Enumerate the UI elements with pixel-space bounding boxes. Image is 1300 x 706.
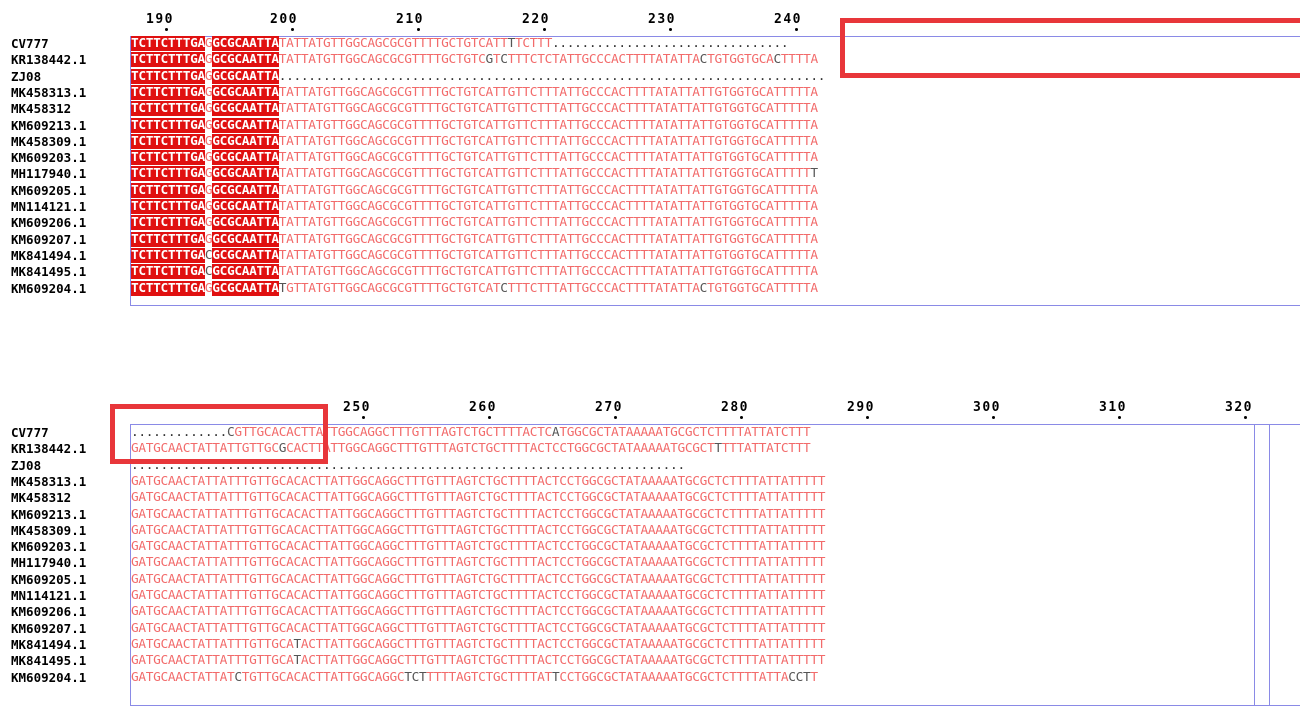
residue-run: GCGCAATTA	[212, 199, 279, 214]
sequence-name: ZJ08	[11, 68, 42, 84]
sequence-row	[0, 265, 1300, 279]
sequence-name: KM609213.1	[11, 117, 87, 133]
ruler-dot	[362, 416, 365, 419]
residue-run: TTTATTATCTTT	[721, 441, 811, 457]
sequence-name: MK458309.1	[11, 133, 87, 149]
residue-run: G	[204, 84, 213, 100]
residue-run: GCGCAATTA	[212, 182, 279, 198]
residue-run: TATTATGTTGGCAGCGCGTTTTGCTGTCATTGTTCTTTATTGCCCACTTTTATATTATTGTGGTGCATTTTTA	[278, 199, 818, 214]
ruler-dot	[740, 416, 743, 419]
residue-run: TATTATGTTGGCAGCGCGTTTTGCTGTCATTGTTCTTTATTGCCCACTTTTATATTATTGTGGTGCATTTTTA	[278, 101, 818, 117]
sequence-row	[0, 200, 1300, 214]
sequence-row	[0, 151, 1300, 165]
sequence-name: MK841494.1	[11, 636, 87, 652]
residue-run: GATGCAACTATTATTTGTTGCACACTTATTGGCAGGCTTTGTTTAGTCTGCTTTTACTCCTGGCGCTATAAAAATGCGCTCTTTTATTATTTTT	[131, 620, 826, 636]
residue-run: .............	[131, 425, 227, 440]
residue-run: TATTATGTTGGCAGCGCGTTTTGCTGTCATTGTTCTTTATTGCCCACTTTTATATTATTGTGGTGCATTTTTA	[278, 182, 818, 198]
residue-run: GATGCAACTATTATTTGTTGCA	[131, 636, 294, 652]
residue-run: T	[492, 52, 501, 68]
sequence-name: CV777	[11, 425, 49, 440]
sequence-residues	[131, 70, 825, 84]
residue-run: TGGCGCTATAAAAATGCGCTCTTTTATTAT	[559, 425, 781, 440]
residue-run: C	[773, 52, 781, 68]
sequence-residues	[131, 540, 825, 554]
sequence-row	[0, 589, 1300, 603]
sequence-residues	[131, 524, 825, 538]
residue-run: GCGCAATTA	[212, 101, 279, 117]
sequence-row	[0, 573, 1300, 587]
ruler-dot	[992, 416, 995, 419]
residue-run: TATTATGTTGGCAGCGCGTTTTGCTGTCATTGTTCTTTATTGCCCACTTTTATATTATTGTGGTGCATTTTTA	[278, 215, 818, 231]
residue-run: G	[204, 117, 213, 133]
residue-run: TTTCTC	[507, 52, 552, 68]
residue-run: GCGCAATTA	[212, 280, 279, 296]
sequence-residues	[131, 475, 825, 489]
sequence-name: KM609205.1	[11, 182, 87, 198]
sequence-residues	[131, 86, 818, 100]
sequence-name: MK841495.1	[11, 264, 87, 280]
sequence-row	[0, 605, 1300, 619]
residue-run: GATGCAACTATTATTTGTTGCACACTTATTGGCAGGCTTTGTTTAGTCTGCTTTTACTCCTGGCGCTATAAAAATGCGCTCTTTTATTATTTTT	[131, 604, 826, 620]
residue-run: T	[293, 636, 301, 652]
sequence-name: MK458309.1	[11, 522, 87, 538]
residue-run: GTTGCACACTTATTGGCAGGCTTTGTTTAGTCTGCTTTTACTC	[234, 425, 552, 440]
sequence-residues	[131, 556, 825, 570]
residue-run: TCTTCTTTGA	[131, 101, 205, 117]
residue-run: G	[204, 101, 213, 117]
ruler-dot	[669, 28, 672, 31]
ruler-tick: 240	[774, 12, 802, 27]
sequence-row	[0, 622, 1300, 636]
ruler-tick: 260	[469, 400, 497, 415]
sequence-row	[0, 282, 1300, 296]
residue-run: TATTATGTTGGCAGCGCGTTTTGCTGTCATT	[278, 36, 508, 51]
sequence-name: MN114121.1	[11, 588, 87, 603]
ruler-dot	[795, 28, 798, 31]
residue-run: ACTTATTGGCAGGCTTTGTTTAGTCTGCTTTTACTCCTGGCGCTATAAAAATGCGCTCTTTTATTATTTTT	[300, 653, 826, 669]
ruler-dot	[866, 416, 869, 419]
residue-run: TTTTA	[780, 52, 818, 68]
residue-run: G	[204, 68, 213, 84]
residue-run: GATGCAACTATTATTTGTTGCACACTTATTGGCAGGCTTTGTTTAGTCTGCTTTTACTCCTGGCGCTATAAAAATGCGCTCTTTTATTATTTTT	[131, 539, 826, 555]
sequence-row	[0, 524, 1300, 538]
ruler-dot	[417, 28, 420, 31]
sequence-row	[0, 233, 1300, 247]
residue-run: TCTTCTTTGA	[131, 117, 205, 133]
residue-run: TATTATGTTGGCAGCGCGTTTTGCTGTCATTGTTCTTTATTGCCCACTTTTATATTATTGTGGTGCATTTTTA	[278, 150, 818, 166]
sequence-residues	[131, 167, 818, 181]
residue-run: TATTGCCCACTTTTATATTA	[551, 52, 700, 68]
sequence-name: KM609206.1	[11, 215, 87, 231]
ruler-tick: 230	[648, 12, 676, 27]
residue-run: G	[204, 150, 213, 166]
residue-run: GCGCAATTA	[212, 84, 279, 100]
ruler-tick: 220	[522, 12, 550, 27]
ruler-tick: 210	[396, 12, 424, 27]
sequence-residues	[131, 638, 825, 652]
residue-run: C	[227, 425, 235, 440]
residue-run: GATGCAACTATTATTTGTTGCACACTTATTGGCAGGCTTTGTTTAGTCTGCTTTTACTCCTGGCGCTATAAAAATGCGCTCTTTTATTATTTTT	[131, 588, 826, 603]
residue-run: GATGCAACTATTAT	[131, 669, 235, 685]
residue-run: ...........................................................................	[131, 457, 685, 473]
residue-run: TGTTGCACACTTATTGGCAGGC	[241, 669, 405, 685]
residue-run: GATGCAACTATTATTTGTTGCACACTTATTGGCAGGCTTTGTTTAGTCTGCTTTTACTCCTGGCGCTATAAAAATGCGCTCTTTTATTATTTTT	[131, 555, 826, 571]
sequence-row	[0, 508, 1300, 522]
sequence-row	[0, 671, 1300, 685]
residue-run: TCTTCTTTGA	[131, 68, 205, 84]
residue-run: TCTTCTTTGA	[131, 215, 205, 231]
ruler-tick: 300	[973, 400, 1001, 415]
ruler-dot	[614, 416, 617, 419]
sequence-row	[0, 86, 1300, 100]
residue-run: G	[204, 182, 213, 198]
residue-run: TCTTCTTTGA	[131, 280, 205, 296]
residue-run: TCTTCTTTGA	[131, 133, 205, 149]
sequence-row	[0, 491, 1300, 505]
sequence-residues	[131, 135, 818, 149]
sequence-row	[0, 216, 1300, 230]
ruler-dot	[1118, 416, 1121, 419]
residue-run: T	[507, 36, 516, 51]
residue-run: GATGCAACTATTATTTGTTGCACACTTATTGGCAGGCTTTGTTTAGTCTGCTTTTACTCCTGGCGCTATAAAAATGCGCTCTTTTATTATTTTT	[131, 490, 826, 506]
residue-run: GATGCAACTATTATTTGTTGCACACTTATTGGCAGGCTTTGTTTAGTCTGCTTTTACTCCTGGCGCTATAAAAATGCGCTCTTTTATTATTTTT	[131, 473, 826, 489]
sequence-name: KR138442.1	[11, 52, 87, 68]
residue-run: T	[714, 441, 722, 457]
residue-run: G	[204, 280, 213, 296]
residue-run: ................................	[551, 36, 789, 51]
sequence-residues	[131, 589, 825, 603]
residue-run: G	[204, 133, 213, 149]
sequence-name: KM609204.1	[11, 669, 87, 685]
sequence-row	[0, 184, 1300, 198]
residue-run: T	[278, 280, 287, 296]
residue-run: G	[204, 166, 213, 182]
residue-run: GCGCAATTA	[212, 133, 279, 149]
sequence-residues	[131, 233, 818, 247]
residue-run: TCT	[404, 669, 427, 685]
residue-run: CCT	[788, 669, 811, 685]
residue-run: TTTCTTTATTGCCCACTTTTATATTA	[507, 280, 700, 296]
sequence-residues	[131, 184, 818, 198]
residue-run: T	[810, 166, 818, 182]
sequence-row	[0, 638, 1300, 652]
residue-run: GCGCAATTA	[212, 215, 279, 231]
residue-run: G	[204, 199, 213, 214]
residue-run: TCTTCTTTGA	[131, 150, 205, 166]
residue-run: GCGCAATTA	[212, 117, 279, 133]
sequence-name: MK841494.1	[11, 247, 87, 263]
sequence-name: KM609204.1	[11, 280, 87, 296]
residue-run: TCTTCTTTGA	[131, 84, 205, 100]
ruler-tick: 280	[721, 400, 749, 415]
sequence-row	[0, 475, 1300, 489]
sequence-name: MK458312	[11, 490, 72, 506]
residue-run: G	[278, 441, 287, 457]
residue-run: TGTGGTGCATTTTTA	[707, 280, 818, 296]
residue-run: C	[234, 669, 242, 685]
sequence-name: ZJ08	[11, 457, 42, 473]
sequence-name: MN114121.1	[11, 199, 87, 214]
sequence-name: KM609213.1	[11, 506, 87, 522]
ruler-dot	[165, 28, 168, 31]
sequence-residues	[131, 654, 825, 668]
ruler-tick: 290	[847, 400, 875, 415]
residue-run: GATGCAACTATTATTTGTTGCACACTTATTGGCAGGCTTTGTTTAGTCTGCTTTTACTCCTGGCGCTATAAAAATGCGCTCTTTTATTATTTTT	[131, 506, 826, 522]
ruler-tick: 320	[1225, 400, 1253, 415]
residue-run: TCTTCTTTGA	[131, 199, 205, 214]
residue-run: C	[500, 280, 508, 296]
ruler-dot	[543, 28, 546, 31]
sequence-residues	[131, 671, 818, 685]
residue-run: TATTATGTTGGCAGCGCGTTTTGCTGTCATTGTTCTTTATTGCCCACTTTTATATTATTGTGGTGCATTTTTA	[278, 84, 818, 100]
sequence-row	[0, 249, 1300, 263]
sequence-name: MK458313.1	[11, 84, 87, 100]
sequence-residues	[131, 282, 818, 296]
residue-run: TATTATGTTGGCAGCGCGTTTTGCTGTCATTGTTCTTTATTGCCCACTTTTATATTATTGTGGTGCATTTTTA	[278, 264, 818, 280]
residue-run: TCTTCTTTGA	[131, 231, 205, 247]
residue-run: G	[485, 52, 493, 68]
highlight-box	[110, 404, 328, 464]
sequence-name: KM609203.1	[11, 539, 87, 555]
sequence-name: KM609206.1	[11, 604, 87, 620]
residue-run: GCGCAATTA	[212, 264, 279, 280]
sequence-name: MK841495.1	[11, 653, 87, 669]
residue-run: C	[204, 264, 213, 280]
residue-run: GATGCAACTATTATTTGTTGCACACTTATTGGCAGGCTTTGTTTAGTCTGCTTTTACTCCTGGCGCTATAAAAATGCGCTCTTTTATTATTTTT	[131, 522, 826, 538]
residue-run: G	[204, 215, 213, 231]
residue-run: TATTATGTTGGCAGCGCGTTTTGCTGTCATTGTTCTTTATTGCCCACTTTTATATTATTGTGGTGCATTTTT	[278, 166, 811, 182]
residue-run: GCGCAATTA	[212, 166, 279, 182]
residue-run: T	[544, 36, 552, 51]
sequence-name: MH117940.1	[11, 166, 87, 182]
sequence-row	[0, 556, 1300, 570]
residue-run: TATTATGTTGGCAGCGCGTTTTGCTGTCATTGTTCTTTATTGCCCACTTTTATATTATTGTGGTGCATTTTTA	[278, 231, 818, 247]
residue-run: TATTATGTTGGCAGCGCGTTTTGCTGTCATTGTTCTTTATTGCCCACTTTTATATTATTGTGGTGCATTTTTA	[278, 247, 818, 263]
ruler-tick: 200	[270, 12, 298, 27]
sequence-residues	[131, 249, 818, 263]
residue-run: C	[500, 52, 508, 68]
sequence-name: MK458313.1	[11, 473, 87, 489]
sequence-name: KR138442.1	[11, 441, 87, 457]
residue-run: GCGCAATTA	[212, 247, 279, 263]
residue-run: GATGCAACTATTATTTGTTGCACACTTATTGGCAGGCTTTGTTTAGTCTGCTTTTACTCCTGGCGCTATAAAAATGCGCTCTTTTATTATTTTT	[131, 571, 826, 587]
ruler-dot	[291, 28, 294, 31]
residue-run: TCTTCTTTGA	[131, 52, 205, 68]
sequence-name: KM609207.1	[11, 231, 87, 247]
residue-run: A	[551, 425, 560, 440]
residue-run: GTTGC	[241, 441, 279, 457]
sequence-residues	[131, 491, 825, 505]
sequence-row	[0, 540, 1300, 554]
ruler-tick: 270	[595, 400, 623, 415]
sequence-residues	[131, 151, 818, 165]
ruler-tick: 250	[343, 400, 371, 415]
sequence-residues	[131, 200, 818, 214]
residue-run: ACTTATTGGCAGGCTTTGTTTAGTCTGCTTTTACTCCTGGCGCTATAAAAATGCGCTCTTTTATTATTTTT	[300, 636, 826, 652]
residue-run: TCTTCTTTGA	[131, 182, 205, 198]
residue-run: C	[204, 247, 213, 263]
residue-run: TCTTCTTTGA	[131, 264, 205, 280]
sequence-residues	[131, 102, 818, 116]
residue-run: CCTGGCGCTATAAAAATGCGCTCTTTTATTA	[559, 669, 789, 685]
residue-run: TCTT	[515, 36, 545, 51]
residue-run: GATGCAACTATTATTTGTTGCA	[131, 653, 294, 669]
residue-run: G	[204, 52, 213, 68]
residue-run: ..........................................................................	[278, 68, 826, 84]
residue-run: GCGCAATTA	[212, 36, 279, 51]
ruler-dot	[1244, 416, 1247, 419]
sequence-row	[0, 102, 1300, 116]
residue-run: G	[204, 231, 213, 247]
residue-run: TTTTAGTCTGCTTTTAT	[426, 669, 552, 685]
ruler-tick: 310	[1099, 400, 1127, 415]
residue-run: TATTATGTTGGCAGCGCGTTTTGCTGTCATTGTTCTTTATTGCCCACTTTTATATTATTGTGGTGCATTTTTA	[278, 117, 818, 133]
sequence-residues	[131, 216, 818, 230]
ruler-tick: 190	[146, 12, 174, 27]
residue-run: GCGCAATTA	[212, 68, 279, 84]
sequence-name: MK458312	[11, 101, 72, 117]
residue-run: TCTTCTTTGA	[131, 36, 205, 51]
residue-run: TCTTCTTTGA	[131, 247, 205, 263]
residue-run: T	[810, 669, 818, 685]
residue-run: GTTATGTTGGCAGCGCGTTTTGCTGTCAT	[286, 280, 501, 296]
sequence-name: KM609207.1	[11, 620, 87, 636]
sequence-row	[0, 135, 1300, 149]
sequence-residues	[131, 265, 818, 279]
residue-run: TCTTCTTTGA	[131, 166, 205, 182]
residue-run: GCGCAATTA	[212, 150, 279, 166]
sequence-residues	[131, 53, 818, 67]
sequence-name: MH117940.1	[11, 555, 87, 571]
sequence-residues	[131, 508, 825, 522]
sequence-residues	[131, 622, 825, 636]
sequence-row	[0, 654, 1300, 668]
residue-run: GCGCAATTA	[212, 231, 279, 247]
ruler-dot	[488, 416, 491, 419]
sequence-name: CV777	[11, 36, 49, 51]
sequence-residues	[131, 605, 825, 619]
residue-run: TGTGGTGCA	[707, 52, 774, 68]
sequence-residues	[131, 37, 788, 51]
residue-run: CTTT	[780, 425, 811, 440]
residue-run: GATGCAACTATTATT	[131, 441, 242, 457]
sequence-row	[0, 119, 1300, 133]
residue-run: TATTATGTTGGCAGCGCGTTTTGCTGTCATTGTTCTTTATTGCCCACTTTTATATTATTGTGGTGCATTTTTA	[278, 133, 818, 149]
residue-run: T	[551, 669, 560, 685]
residue-run: C	[699, 52, 708, 68]
residue-run: TATTATGTTGGCAGCGCGTTTTGCTGTC	[278, 52, 486, 68]
residue-run: G	[204, 36, 213, 51]
residue-run: C	[699, 280, 708, 296]
sequence-name: KM609203.1	[11, 150, 87, 166]
sequence-name: KM609205.1	[11, 571, 87, 587]
residue-run: CACTTATTGGCAGGCTTTGTTTAGTCTGCTTTTACTCCTGGCGCTATAAAAATGCGCT	[286, 441, 715, 457]
sequence-residues	[131, 573, 825, 587]
residue-run: GCGCAATTA	[212, 52, 279, 68]
residue-run: T	[293, 653, 301, 669]
sequence-row	[0, 167, 1300, 181]
sequence-residues	[131, 119, 818, 133]
highlight-box	[840, 18, 1300, 78]
